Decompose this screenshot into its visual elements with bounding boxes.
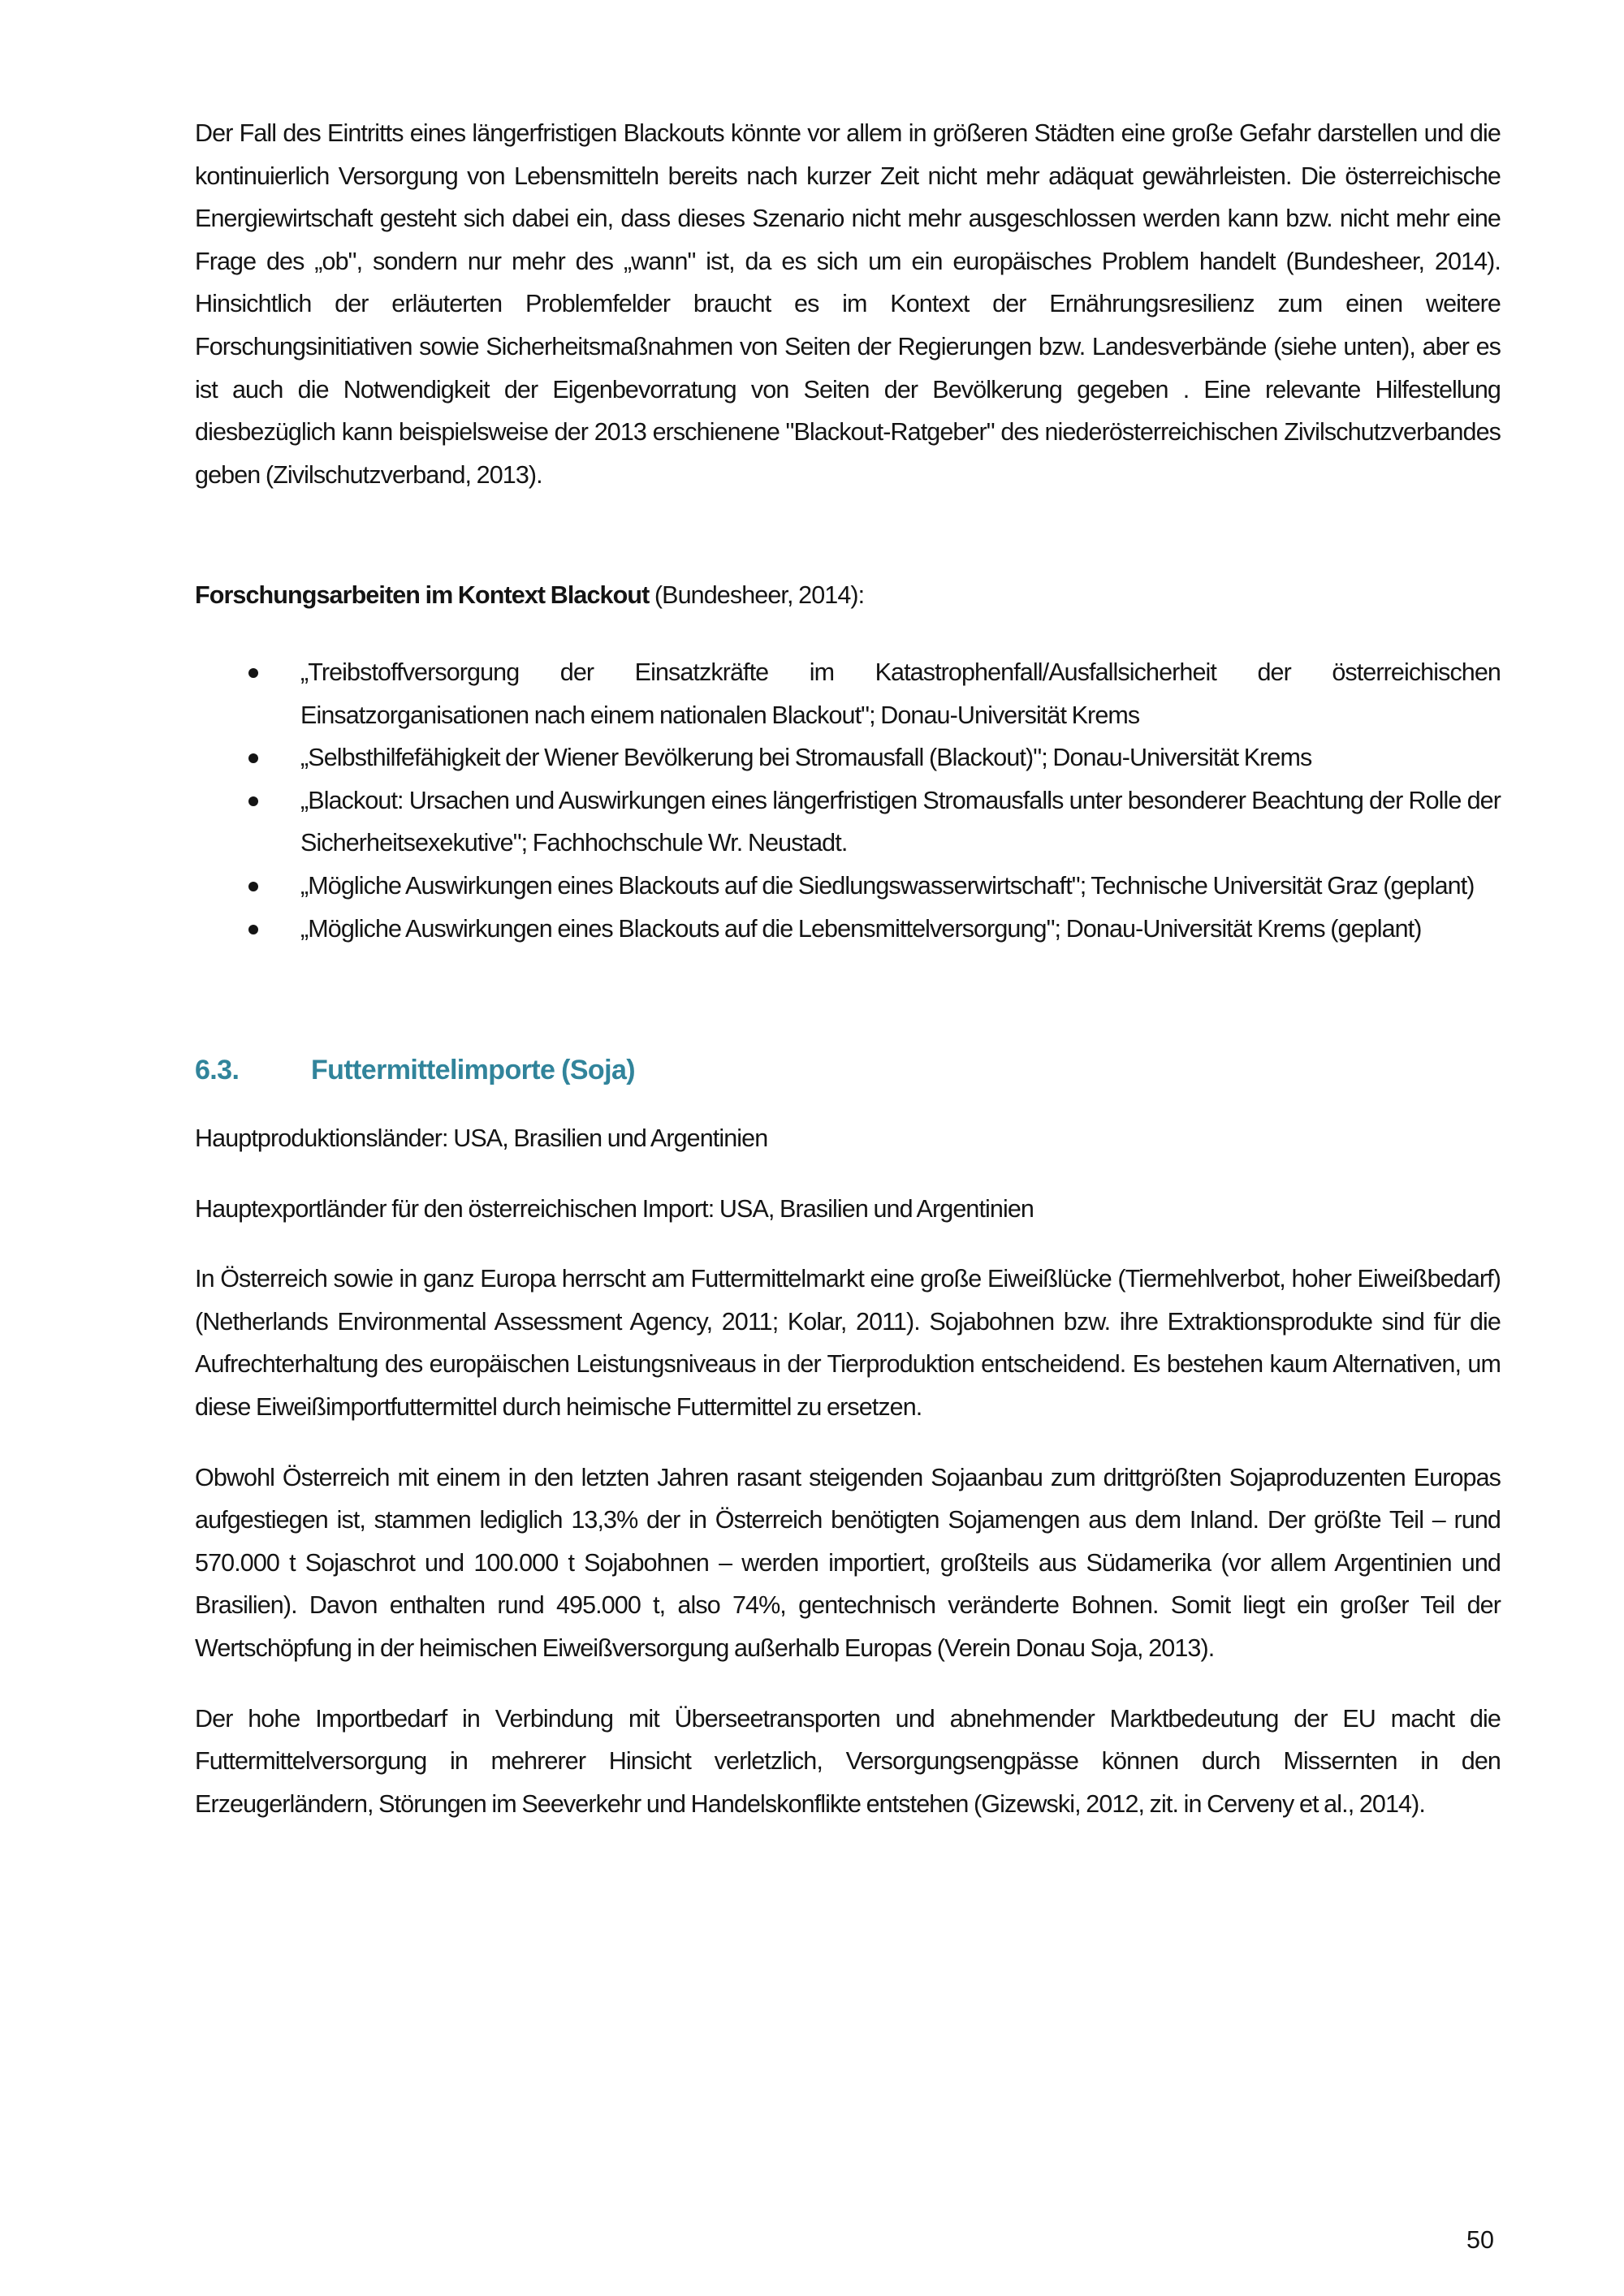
research-list — [195, 651, 1501, 950]
production-countries: Hauptproduktionsländer: USA, Brasilien und Argentinien — [195, 1124, 768, 1153]
export-countries: Hauptexportländer für den österreichischen Import: USA, Brasilien und Argentinien — [195, 1194, 1034, 1223]
list-item-text: „Mögliche Auswirkungen eines Blackouts auf die Siedlungswasserwirtschaft"; Technische Universität Graz (geplant) — [300, 871, 1475, 900]
section-heading — [195, 1049, 1501, 1091]
research-heading-bold: Forschungsarbeiten im Kontext Blackout — [195, 581, 650, 610]
section-number: 6.3. — [195, 1055, 240, 1086]
list-item-text: „Selbsthilfefähigkeit der Wiener Bevölkerung bei Stromausfall (Blackout)"; Donau-Universität Krems — [300, 744, 1312, 772]
bullet-icon — [248, 882, 258, 891]
document-page — [195, 112, 1501, 1853]
bullet-icon — [248, 925, 258, 934]
bullet-icon — [248, 753, 258, 763]
list-item — [195, 865, 1501, 908]
section-title: Futtermittelimporte (Soja) — [311, 1055, 635, 1086]
paragraph-soy-production: Obwohl Österreich mit einem in den letzten Jahren rasant steigenden Sojaanbau zum drittgrößten Sojaproduzenten Europas aufgestiegen ist, stammen lediglich 13,3% der in Österreich benötigten Sojamengen aus dem Inland. Der größte Teil – rund 570.000 t Sojaschrot und 100.000 t Sojabohnen – werden importiert, großteils aus Südamerika (vor allem Argentinien und Brasilien). Davon enthalten rund 495.000 t, also 74%, gentechnisch veränderte Bohnen. Somit liegt ein großer Teil der Wertschöpfung in der heimischen Eiweißversorgung außerhalb Europas (Verein Donau Soja, 2013). — [195, 1463, 1501, 1663]
list-item — [195, 651, 1501, 736]
research-heading-source: (Bundesheer, 2014): — [649, 581, 865, 610]
page-number: 50 — [1466, 2226, 1494, 2254]
paragraph-blackout: Der Fall des Eintritts eines längerfristigen Blackouts könnte vor allem in größeren Städten eine große Gefahr darstellen und die kontinuierlich Versorgung von Lebensmitteln bereits nach kurzer Zeit nicht mehr adäquat gewährleisten. Die österreichische Energiewirtschaft gesteht sich dabei ein, dass dieses Szenario nicht mehr ausgeschlossen werden kann bzw. nicht mehr eine Frage des „ob", sondern nur mehr des „wann" ist, da es sich um ein europäisches Problem handelt (Bundesheer, 2014). Hinsichtlich der erläuterten Problemfelder braucht es im Kontext der Ernährungsresilienz zum einen weitere Forschungsinitiativen sowie Sicherheitsmaßnahmen von Seiten der Regierungen bzw. Landesverbände (siehe unten), aber es ist auch die Notwendigkeit der Eigenbevorratung von Seiten der Bevölkerung gegeben . Eine relevante Hilfestellung diesbezüglich kann beispielsweise der 2013 erschienene "Blackout-Ratgeber" des niederösterreichischen Zivilschutzverbandes geben (Zivilschutzverband, 2013). — [195, 119, 1501, 489]
list-item — [195, 908, 1501, 951]
research-heading — [195, 574, 1501, 617]
list-item-text: „Mögliche Auswirkungen eines Blackouts auf die Lebensmittelversorgung"; Donau-Universität Krems (geplant) — [300, 914, 1422, 943]
bullet-icon — [248, 668, 258, 678]
paragraph-protein-gap: In Österreich sowie in ganz Europa herrscht am Futtermittelmarkt eine große Eiweißlücke (Tiermehlverbot, hoher Eiweißbedarf) (Netherlands Environmental Assessment Agency, 2011; Kolar, 2011). Sojabohnen bzw. ihre Extraktionsprodukte sind für die Aufrechterhaltung des europäischen Leistungsniveaus in der Tierproduktion entscheidend. Es bestehen kaum Alternativen, um diese Eiweißimportfuttermittel durch heimische Futtermittel zu ersetzen. — [195, 1265, 1501, 1422]
paragraph-import-vulnerability: Der hohe Importbedarf in Verbindung mit Überseetransporten und abnehmender Marktbedeutung der EU macht die Futtermittelversorgung in mehrerer Hinsicht verletzlich, Versorgungsengpässe können durch Missernten in den Erzeugerländern, Störungen im Seeverkehr und Handelskonflikte entstehen (Gizewski, 2012, zit. in Cerveny et al., 2014). — [195, 1704, 1501, 1818]
list-item — [195, 736, 1501, 779]
list-item — [195, 779, 1501, 865]
list-item-text: „Blackout: Ursachen und Auswirkungen eines längerfristigen Stromausfalls unter besonderer Beachtung der Rolle der Sicherheitsexekutive"; Fachhochschule Wr. Neustadt. — [300, 786, 1501, 857]
list-item-text: „Treibstoffversorgung der Einsatzkräfte im Katastrophenfall/Ausfallsicherheit der österreichischen Einsatzorganisationen nach einem nationalen Blackout"; Donau-Universität Krems — [300, 658, 1501, 729]
bullet-icon — [248, 796, 258, 806]
